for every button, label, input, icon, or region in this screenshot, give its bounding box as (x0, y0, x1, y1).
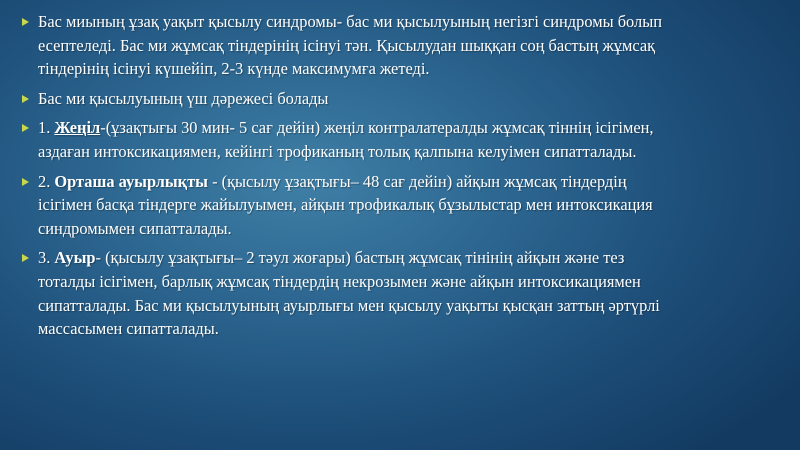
bullet-number: 3. (38, 248, 55, 268)
bullet-number: 1. (38, 118, 55, 138)
triangle-bullet-icon (22, 124, 29, 132)
degree-term-mild: Жеңіл (54, 118, 101, 138)
degree-term-severe: Ауыр (54, 248, 96, 268)
triangle-bullet-icon (22, 95, 29, 103)
triangle-bullet-icon (22, 18, 29, 26)
triangle-bullet-icon (22, 254, 29, 262)
triangle-bullet-icon (22, 178, 29, 186)
bullet-text: Бас миының ұзақ уақыт қысылу синдромы- бас ми қысылуының негізгі синдромы болып есептеледі. Бас ми жұмсақ тіндерінің ісінуі тән. Қысылудан шыққан соң бастың жұмсақ тіндерінің ісінуі күшейіп, 2-3 күнде максимумға жетеді. (38, 12, 662, 79)
bullet-list (22, 10, 672, 347)
bullet-number: 2. (38, 171, 55, 191)
bullet-text: - (қысылу ұзақтығы– 48 сағ дейін) айқын жұмсақ тіндердің ісігімен басқа тіндерге жайылуымен, айқын трофикалық бұзылыстар мен интоксикация синдромымен сипатталады. (38, 171, 653, 238)
degree-term-moderate: Орташа ауырлықты (54, 171, 208, 191)
bullet-item-mild (22, 116, 672, 163)
bullet-text: -(ұзақтығы 30 мин- 5 сағ дейін) жеңіл контралатералды жұмсақ тіннің ісігімен, аздаған интоксикациямен, кейінгі трофиканың толық қалпына келуімен сипатталады. (38, 118, 654, 161)
bullet-item-severe (22, 246, 672, 340)
bullet-item-definition (22, 10, 672, 81)
bullet-text: Бас ми қысылуының үш дәрежесі болады (38, 88, 329, 108)
bullet-item-degrees (22, 87, 672, 111)
bullet-text: - (қысылу ұзақтығы– 2 тәул жоғары) бастың жұмсақ тінінің айқын және тез тоталды ісігімен, барлық жұмсақ тіндердің некрозымен және айқын интоксикациямен сипатталады. Бас ми қысылуының ауырлығы мен қысылу уақыты қысқан заттың әртүрлі массасымен сипатталады. (38, 248, 660, 339)
bullet-item-moderate (22, 170, 672, 241)
